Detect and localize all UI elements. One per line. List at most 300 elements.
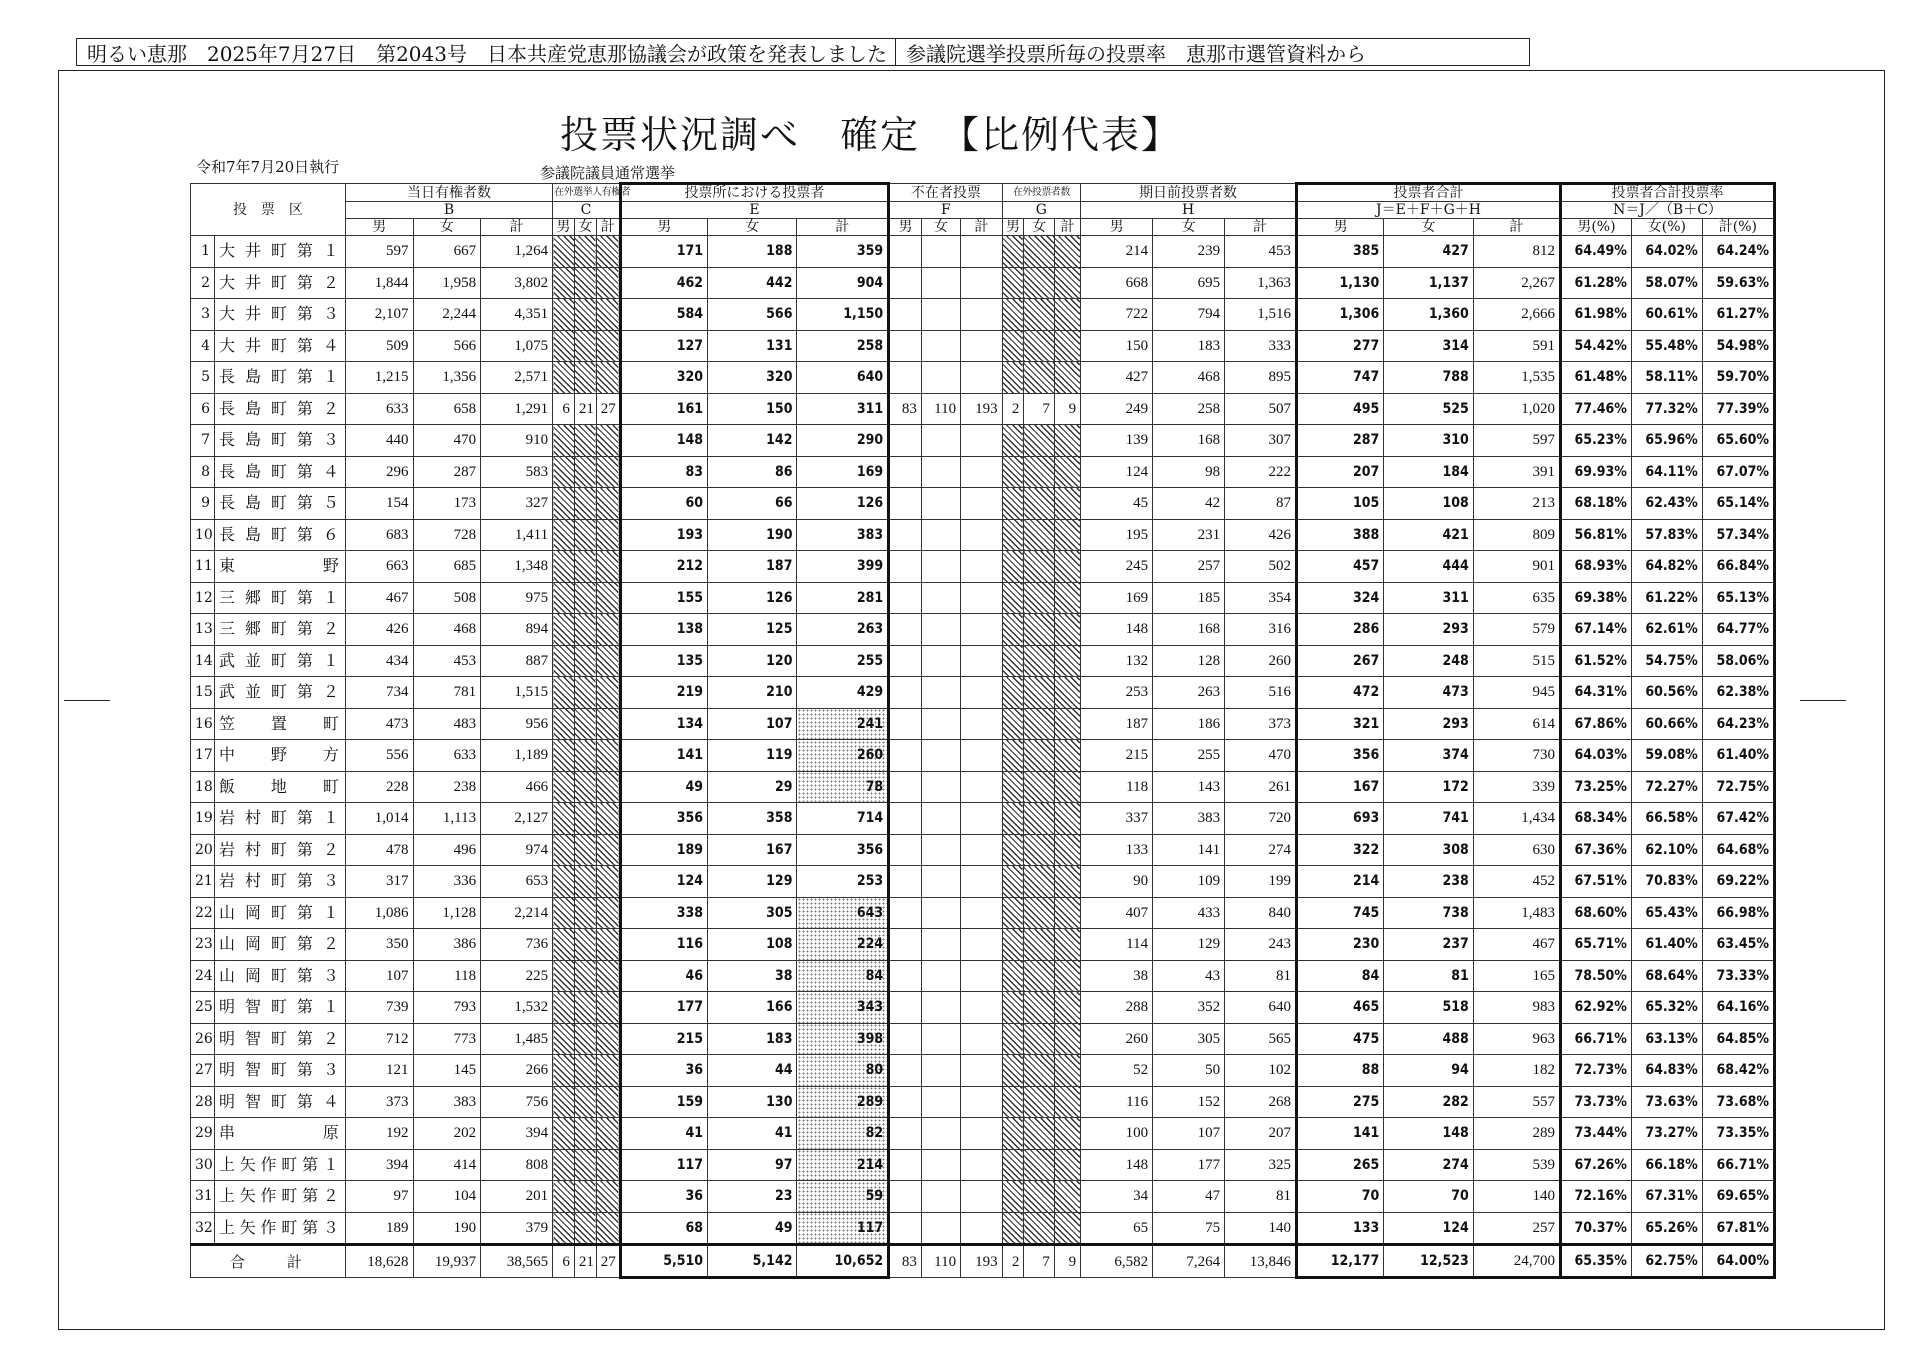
overseas-vote-male xyxy=(1002,456,1024,488)
overseas-elig-total-female: 21 xyxy=(574,1245,596,1278)
early-male: 260 xyxy=(1081,1023,1153,1055)
elig-total: 379 xyxy=(481,1212,553,1245)
elig-female: 104 xyxy=(413,1181,481,1213)
booth-male: 219 xyxy=(620,677,707,709)
overseas-vote-male xyxy=(1002,519,1024,551)
elig-total: 887 xyxy=(481,645,553,677)
early-female: 352 xyxy=(1153,992,1225,1024)
overseas-elig-female xyxy=(574,582,596,614)
overseas-elig-female xyxy=(574,771,596,803)
booth-total: 224 xyxy=(797,929,889,961)
overseas-vote-total xyxy=(1054,299,1080,331)
absentee-male xyxy=(889,897,922,929)
early-total: 261 xyxy=(1225,771,1297,803)
early-male: 133 xyxy=(1081,834,1153,866)
overseas-vote-male xyxy=(1002,960,1024,992)
turnout-male: 69.38% xyxy=(1561,582,1632,614)
table-row xyxy=(191,1118,1775,1150)
elig-total: 808 xyxy=(481,1149,553,1181)
booth-total: 84 xyxy=(797,960,889,992)
early-total: 502 xyxy=(1225,551,1297,583)
n-group-header: 投票者合計投票率 xyxy=(1561,184,1775,202)
booth-female: 23 xyxy=(708,1181,797,1213)
turnout-female: 61.40% xyxy=(1631,929,1702,961)
table-row xyxy=(191,897,1775,929)
absentee-male xyxy=(889,488,922,520)
turnout-male: 61.98% xyxy=(1561,299,1632,331)
voters-total-male: 495 xyxy=(1297,393,1384,425)
elig-total: 1,264 xyxy=(481,236,553,268)
turnout-male: 66.71% xyxy=(1561,1023,1632,1055)
col-male: 男 xyxy=(1081,219,1153,236)
turnout-female: 64.11% xyxy=(1631,456,1702,488)
elig-total: 736 xyxy=(481,929,553,961)
booth-female: 142 xyxy=(708,425,797,457)
absentee-male xyxy=(889,834,922,866)
g-code: G xyxy=(1002,202,1081,219)
voters-total-total: 597 xyxy=(1473,425,1560,457)
turnout-male: 69.93% xyxy=(1561,456,1632,488)
col-female-pct: 女(%) xyxy=(1631,219,1702,236)
turnout-female: 67.31% xyxy=(1631,1181,1702,1213)
early-total: 720 xyxy=(1225,803,1297,835)
booth-female: 566 xyxy=(708,299,797,331)
table-row xyxy=(191,740,1775,772)
early-female: 433 xyxy=(1153,897,1225,929)
district-name: 明智町第２ xyxy=(214,1023,345,1055)
overseas-vote-male xyxy=(1002,1149,1024,1181)
row-number: 30 xyxy=(191,1149,215,1181)
overseas-elig-female xyxy=(574,1181,596,1213)
voters-total-female: 1,137 xyxy=(1384,267,1473,299)
overseas-elig-total xyxy=(596,834,620,866)
booth-female: 188 xyxy=(708,236,797,268)
turnout-total: 67.07% xyxy=(1702,456,1774,488)
turnout-total-male: 65.35% xyxy=(1561,1245,1632,1278)
turnout-female: 58.11% xyxy=(1631,362,1702,394)
turnout-total: 64.24% xyxy=(1702,236,1774,268)
booth-total-female: 5,142 xyxy=(708,1245,797,1278)
booth-male: 46 xyxy=(620,960,707,992)
overseas-elig-female xyxy=(574,362,596,394)
booth-total: 80 xyxy=(797,1055,889,1087)
overseas-elig-female xyxy=(574,267,596,299)
gender-header-row xyxy=(191,219,1775,236)
overseas-elig-total xyxy=(596,960,620,992)
absentee-female xyxy=(921,425,960,457)
booth-male: 116 xyxy=(620,929,707,961)
overseas-elig-total xyxy=(596,1086,620,1118)
voters-total-female: 473 xyxy=(1384,677,1473,709)
table-row xyxy=(191,1212,1775,1245)
turnout-table xyxy=(190,182,1776,1279)
turnout-female: 73.27% xyxy=(1631,1118,1702,1150)
elig-female: 386 xyxy=(413,929,481,961)
booth-male: 127 xyxy=(620,330,707,362)
overseas-vote-total xyxy=(1054,740,1080,772)
left-margin-mark xyxy=(64,700,110,701)
table-row xyxy=(191,834,1775,866)
booth-female: 49 xyxy=(708,1212,797,1245)
overseas-vote-total xyxy=(1054,362,1080,394)
banner-source: 参議院選挙投票所毎の投票率 恵那市選管資料から xyxy=(905,41,1366,66)
booth-male: 138 xyxy=(620,614,707,646)
booth-total: 289 xyxy=(797,1086,889,1118)
row-number: 12 xyxy=(191,582,215,614)
col-total: 計 xyxy=(797,219,889,236)
voters-total-total: 579 xyxy=(1473,614,1560,646)
table-row xyxy=(191,1149,1775,1181)
booth-male: 49 xyxy=(620,771,707,803)
overseas-elig-total xyxy=(596,1055,620,1087)
voters-total-total: 1,535 xyxy=(1473,362,1560,394)
e-code: E xyxy=(620,202,888,219)
voters-total-total: 901 xyxy=(1473,551,1560,583)
elig-male: 434 xyxy=(345,645,413,677)
elig-total: 2,127 xyxy=(481,803,553,835)
voters-total-male: 70 xyxy=(1297,1181,1384,1213)
voters-total-female: 293 xyxy=(1384,614,1473,646)
turnout-total: 64.85% xyxy=(1702,1023,1774,1055)
elig-male: 467 xyxy=(345,582,413,614)
elig-male: 317 xyxy=(345,866,413,898)
row-number: 18 xyxy=(191,771,215,803)
absentee-female xyxy=(921,519,960,551)
overseas-elig-male xyxy=(553,362,575,394)
early-total: 222 xyxy=(1225,456,1297,488)
col-male: 男 xyxy=(1002,219,1024,236)
overseas-vote-male xyxy=(1002,267,1024,299)
district-name: 串 原 xyxy=(214,1118,345,1150)
col-female: 女 xyxy=(413,219,481,236)
district-name: 三郷町第２ xyxy=(214,614,345,646)
overseas-elig-male xyxy=(553,866,575,898)
booth-female: 150 xyxy=(708,393,797,425)
overseas-vote-female xyxy=(1024,551,1055,583)
elig-female: 566 xyxy=(413,330,481,362)
overseas-elig-male xyxy=(553,1055,575,1087)
elig-female: 728 xyxy=(413,519,481,551)
elig-total: 225 xyxy=(481,960,553,992)
booth-female: 442 xyxy=(708,267,797,299)
overseas-vote-total xyxy=(1054,488,1080,520)
elig-female: 145 xyxy=(413,1055,481,1087)
overseas-elig-total xyxy=(596,645,620,677)
overseas-elig-female xyxy=(574,1212,596,1245)
overseas-vote-female xyxy=(1024,645,1055,677)
voters-total-male: 286 xyxy=(1297,614,1384,646)
turnout-total: 66.84% xyxy=(1702,551,1774,583)
overseas-elig-female xyxy=(574,488,596,520)
booth-female: 119 xyxy=(708,740,797,772)
booth-total: 1,150 xyxy=(797,299,889,331)
overseas-elig-total xyxy=(596,1181,620,1213)
voters-total-total: 614 xyxy=(1473,708,1560,740)
overseas-vote-female xyxy=(1024,425,1055,457)
absentee-male xyxy=(889,519,922,551)
turnout-male: 73.44% xyxy=(1561,1118,1632,1150)
absentee-female xyxy=(921,740,960,772)
overseas-elig-male xyxy=(553,1118,575,1150)
district-name: 明智町第３ xyxy=(214,1055,345,1087)
voters-total-male: 84 xyxy=(1297,960,1384,992)
voters-total-total: 182 xyxy=(1473,1055,1560,1087)
table-row xyxy=(191,519,1775,551)
overseas-vote-total xyxy=(1054,834,1080,866)
elig-male: 556 xyxy=(345,740,413,772)
booth-total: 640 xyxy=(797,362,889,394)
turnout-male: 68.60% xyxy=(1561,897,1632,929)
turnout-female: 59.08% xyxy=(1631,740,1702,772)
turnout-female: 63.13% xyxy=(1631,1023,1702,1055)
e-group-header: 投票所における投票者 xyxy=(620,184,888,202)
voters-total-male: 1,306 xyxy=(1297,299,1384,331)
elig-male: 633 xyxy=(345,393,413,425)
overseas-elig-total xyxy=(596,708,620,740)
overseas-vote-total xyxy=(1054,897,1080,929)
row-number: 8 xyxy=(191,456,215,488)
overseas-elig-total xyxy=(596,1212,620,1245)
booth-male: 60 xyxy=(620,488,707,520)
elig-total: 956 xyxy=(481,708,553,740)
absentee-female xyxy=(921,834,960,866)
table-row xyxy=(191,645,1775,677)
absentee-male xyxy=(889,362,922,394)
absentee-male xyxy=(889,960,922,992)
booth-male: 36 xyxy=(620,1055,707,1087)
turnout-total: 63.45% xyxy=(1702,929,1774,961)
turnout-male: 67.26% xyxy=(1561,1149,1632,1181)
overseas-vote-female xyxy=(1024,1086,1055,1118)
booth-male: 141 xyxy=(620,740,707,772)
overseas-vote-male xyxy=(1002,362,1024,394)
overseas-vote-male xyxy=(1002,551,1024,583)
turnout-female: 54.75% xyxy=(1631,645,1702,677)
voters-total-total: 812 xyxy=(1473,236,1560,268)
turnout-total: 64.23% xyxy=(1702,708,1774,740)
overseas-elig-total xyxy=(596,677,620,709)
j-code: J＝E＋F＋G＋H xyxy=(1297,202,1561,219)
overseas-elig-total xyxy=(596,866,620,898)
elig-total: 1,291 xyxy=(481,393,553,425)
turnout-total: 54.98% xyxy=(1702,330,1774,362)
overseas-vote-total xyxy=(1054,771,1080,803)
absentee-female xyxy=(921,645,960,677)
elig-female: 173 xyxy=(413,488,481,520)
elig-female: 287 xyxy=(413,456,481,488)
overseas-vote-male xyxy=(1002,866,1024,898)
row-number: 21 xyxy=(191,866,215,898)
early-female: 258 xyxy=(1153,393,1225,425)
table-row xyxy=(191,614,1775,646)
overseas-vote-male xyxy=(1002,740,1024,772)
right-margin-mark xyxy=(1800,700,1846,701)
turnout-male: 62.92% xyxy=(1561,992,1632,1024)
overseas-vote-female xyxy=(1024,488,1055,520)
table-row xyxy=(191,488,1775,520)
overseas-elig-total xyxy=(596,488,620,520)
absentee-total xyxy=(961,456,1002,488)
absentee-male xyxy=(889,1212,922,1245)
absentee-total xyxy=(961,362,1002,394)
row-number: 23 xyxy=(191,929,215,961)
voters-total-total: 963 xyxy=(1473,1023,1560,1055)
col-total: 計 xyxy=(481,219,553,236)
early-total: 140 xyxy=(1225,1212,1297,1245)
overseas-vote-male xyxy=(1002,425,1024,457)
voters-total-female: 108 xyxy=(1384,488,1473,520)
early-male: 124 xyxy=(1081,456,1153,488)
col-female: 女 xyxy=(708,219,797,236)
overseas-vote-total xyxy=(1054,1118,1080,1150)
overseas-vote-male xyxy=(1002,488,1024,520)
booth-total: 359 xyxy=(797,236,889,268)
elig-male: 478 xyxy=(345,834,413,866)
overseas-elig-female xyxy=(574,834,596,866)
overseas-elig-female xyxy=(574,1149,596,1181)
absentee-total xyxy=(961,1149,1002,1181)
turnout-male: 67.36% xyxy=(1561,834,1632,866)
absentee-total xyxy=(961,267,1002,299)
elig-male: 373 xyxy=(345,1086,413,1118)
turnout-female: 70.83% xyxy=(1631,866,1702,898)
voters-total-total: 140 xyxy=(1473,1181,1560,1213)
overseas-elig-male xyxy=(553,456,575,488)
district-name: 笠 置 町 xyxy=(214,708,345,740)
district-name: 飯 地 町 xyxy=(214,771,345,803)
early-total: 274 xyxy=(1225,834,1297,866)
turnout-male: 72.73% xyxy=(1561,1055,1632,1087)
turnout-male: 67.86% xyxy=(1561,708,1632,740)
booth-male: 117 xyxy=(620,1149,707,1181)
booth-female: 305 xyxy=(708,897,797,929)
turnout-male: 64.31% xyxy=(1561,677,1632,709)
turnout-female: 77.32% xyxy=(1631,393,1702,425)
absentee-female xyxy=(921,929,960,961)
turnout-female: 62.61% xyxy=(1631,614,1702,646)
turnout-total: 73.35% xyxy=(1702,1118,1774,1150)
absentee-total xyxy=(961,425,1002,457)
early-female: 98 xyxy=(1153,456,1225,488)
turnout-male: 68.18% xyxy=(1561,488,1632,520)
early-total: 102 xyxy=(1225,1055,1297,1087)
voters-total-total: 257 xyxy=(1473,1212,1560,1245)
early-male: 722 xyxy=(1081,299,1153,331)
early-total: 207 xyxy=(1225,1118,1297,1150)
early-male: 38 xyxy=(1081,960,1153,992)
col-female: 女 xyxy=(1384,219,1473,236)
absentee-male xyxy=(889,267,922,299)
overseas-vote-female xyxy=(1024,866,1055,898)
col-total: 計 xyxy=(961,219,1002,236)
voters-total-total: 1,020 xyxy=(1473,393,1560,425)
booth-female: 38 xyxy=(708,960,797,992)
table-row xyxy=(191,425,1775,457)
early-male: 215 xyxy=(1081,740,1153,772)
voters-total-female: 237 xyxy=(1384,929,1473,961)
page-title: 投票状況調べ 確定 【比例代表】 xyxy=(560,113,1182,157)
overseas-vote-male xyxy=(1002,834,1024,866)
district-name: 東 野 xyxy=(214,551,345,583)
elig-total: 756 xyxy=(481,1086,553,1118)
voters-total-female: 788 xyxy=(1384,362,1473,394)
elig-total: 1,189 xyxy=(481,740,553,772)
voters-total-male: 324 xyxy=(1297,582,1384,614)
turnout-total: 72.75% xyxy=(1702,771,1774,803)
overseas-elig-male xyxy=(553,614,575,646)
col-male: 男 xyxy=(345,219,413,236)
overseas-vote-female xyxy=(1024,582,1055,614)
voters-total-male: 88 xyxy=(1297,1055,1384,1087)
overseas-vote-total xyxy=(1054,1181,1080,1213)
overseas-vote-female xyxy=(1024,299,1055,331)
turnout-female: 60.66% xyxy=(1631,708,1702,740)
overseas-vote-male xyxy=(1002,897,1024,929)
overseas-elig-total xyxy=(596,897,620,929)
early-male: 337 xyxy=(1081,803,1153,835)
row-number: 4 xyxy=(191,330,215,362)
overseas-vote-female xyxy=(1024,1055,1055,1087)
booth-male: 161 xyxy=(620,393,707,425)
overseas-vote-female xyxy=(1024,960,1055,992)
voters-total-female: 374 xyxy=(1384,740,1473,772)
booth-total: 281 xyxy=(797,582,889,614)
absentee-female xyxy=(921,614,960,646)
turnout-total: 65.13% xyxy=(1702,582,1774,614)
voters-total-female: 81 xyxy=(1384,960,1473,992)
absentee-total xyxy=(961,771,1002,803)
f-code: F xyxy=(889,202,1002,219)
turnout-male: 64.03% xyxy=(1561,740,1632,772)
turnout-female: 72.27% xyxy=(1631,771,1702,803)
early-female: 231 xyxy=(1153,519,1225,551)
voters-total-total-female: 12,523 xyxy=(1384,1245,1473,1278)
booth-male: 462 xyxy=(620,267,707,299)
turnout-female: 64.83% xyxy=(1631,1055,1702,1087)
elig-total: 653 xyxy=(481,866,553,898)
row-number: 15 xyxy=(191,677,215,709)
elig-female: 483 xyxy=(413,708,481,740)
voters-total-total: 945 xyxy=(1473,677,1560,709)
turnout-total: 59.63% xyxy=(1702,267,1774,299)
overseas-vote-male xyxy=(1002,236,1024,268)
booth-female: 41 xyxy=(708,1118,797,1150)
elig-total-female: 19,937 xyxy=(413,1245,481,1278)
voters-total-total: 165 xyxy=(1473,960,1560,992)
voters-total-total: 630 xyxy=(1473,834,1560,866)
turnout-female: 65.43% xyxy=(1631,897,1702,929)
booth-total: 356 xyxy=(797,834,889,866)
booth-female: 190 xyxy=(708,519,797,551)
absentee-total xyxy=(961,645,1002,677)
overseas-elig-male xyxy=(553,1149,575,1181)
table-row xyxy=(191,330,1775,362)
elig-female: 781 xyxy=(413,677,481,709)
early-total: 87 xyxy=(1225,488,1297,520)
turnout-total: 58.06% xyxy=(1702,645,1774,677)
turnout-male: 68.93% xyxy=(1561,551,1632,583)
table-row xyxy=(191,803,1775,835)
turnout-male: 65.71% xyxy=(1561,929,1632,961)
absentee-female xyxy=(921,708,960,740)
absentee-female xyxy=(921,960,960,992)
turnout-female: 64.02% xyxy=(1631,236,1702,268)
row-number: 10 xyxy=(191,519,215,551)
booth-male: 135 xyxy=(620,645,707,677)
voters-total-female: 238 xyxy=(1384,866,1473,898)
elig-male: 1,086 xyxy=(345,897,413,929)
row-number: 24 xyxy=(191,960,215,992)
